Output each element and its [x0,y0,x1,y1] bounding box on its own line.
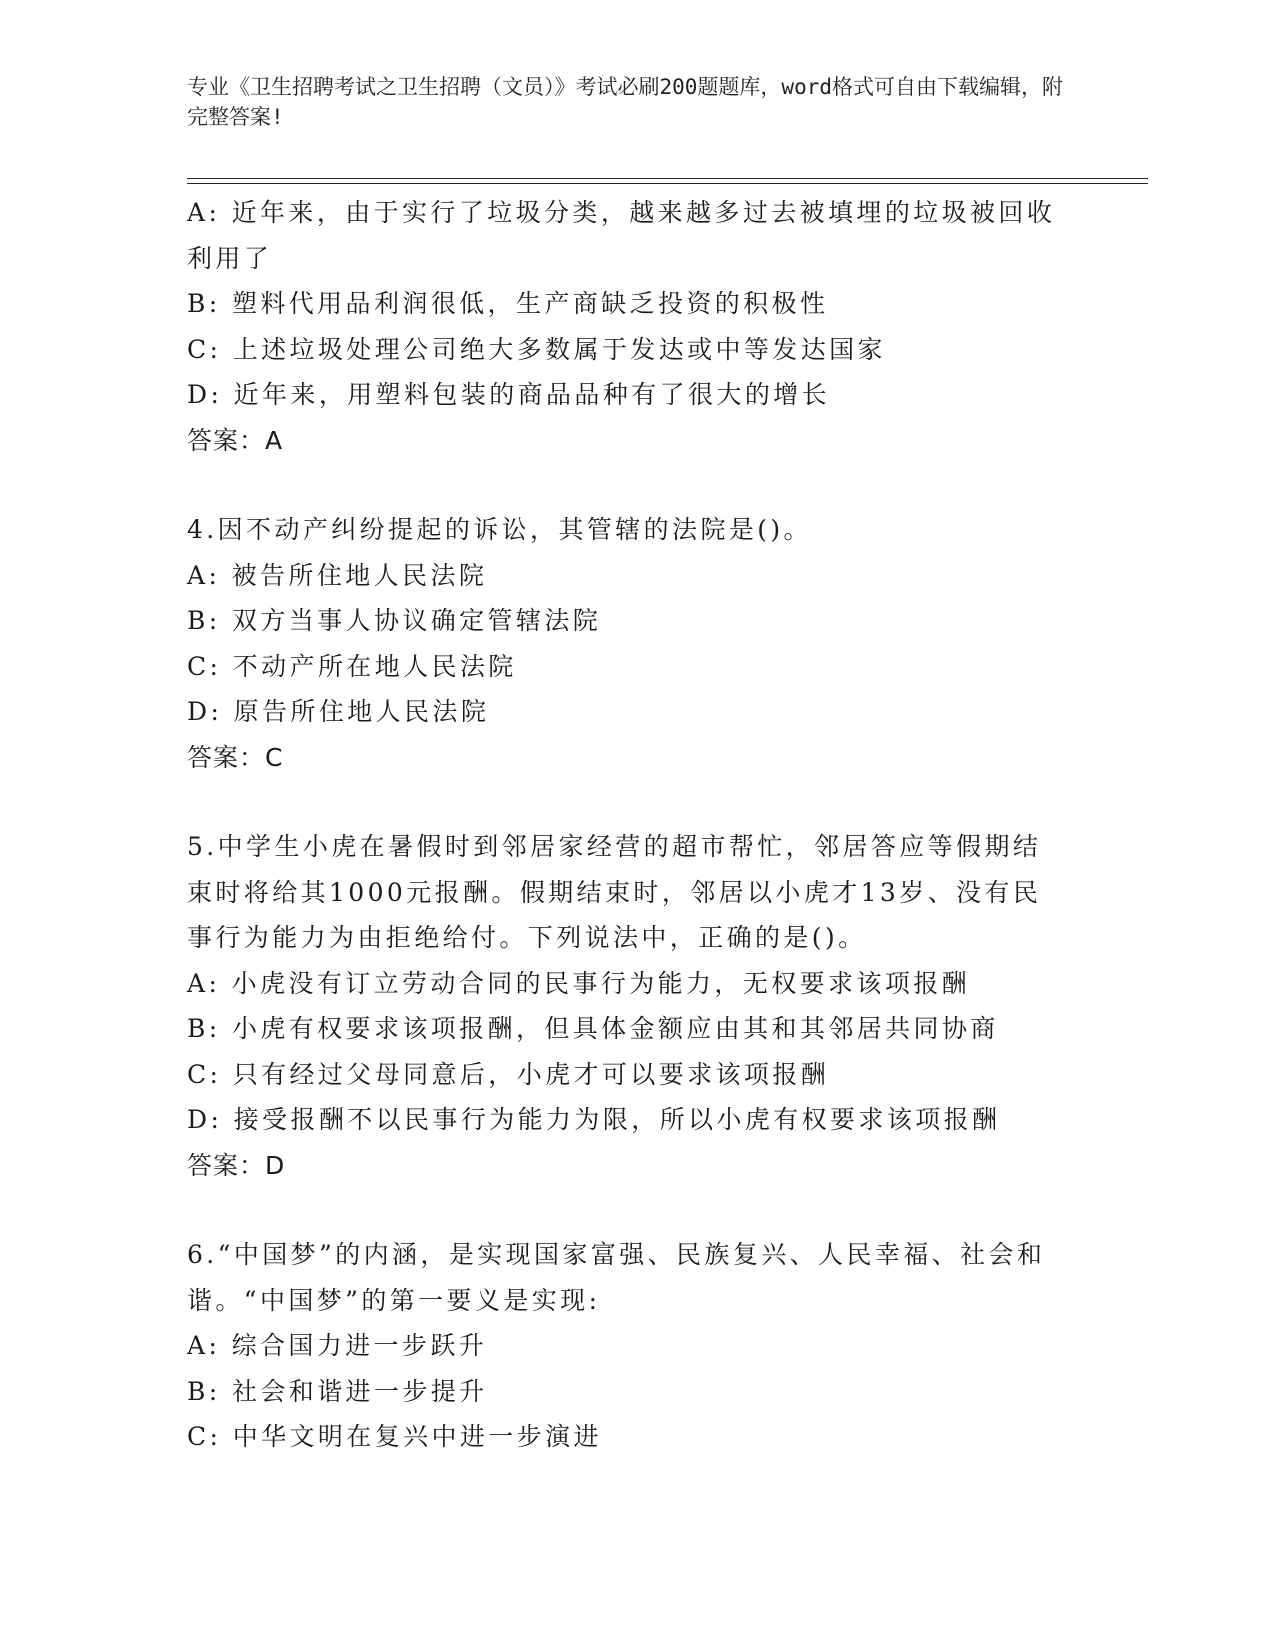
answer-label: 答案：A [187,425,284,455]
question-6 [187,1232,1067,1460]
option-b: B: 塑料代用品利润很低，生产商缺乏投资的积极性 [187,289,829,318]
option-a: A: 被告所住地人民法院 [187,560,488,590]
option-c: C: 中华文明在复兴中进一步演进 [187,1422,602,1451]
header-rule-bottom [187,183,1148,184]
option-a: A: 综合国力进一步跃升 [187,1331,488,1360]
option-d: D: 接受报酬不以民事行为能力为限，所以小虎有权要求该项报酬 [187,1105,1001,1134]
option-a: A: 近年来，由于实行了垃圾分类，越来越多过去被填埋的垃圾被回收利用了 [187,198,1056,273]
option-d: D: 近年来，用塑料包装的商品品种有了很大的增长 [187,380,831,409]
option-b: B: 小虎有权要求该项报酬，但具体金额应由其和其邻居共同协商 [187,1014,999,1043]
question-4 [187,507,1067,780]
document-header: 专业《卫生招聘考试之卫生招聘（文员）》考试必刷200题题库，word格式可自由下载编辑，附完整答案! [187,75,1063,129]
question-list [187,190,1067,1460]
answer-label: 答案：D [187,1150,286,1180]
question-stem: 4.因不动产纠纷提起的诉讼，其管辖的法院是()。 [187,515,812,544]
question-stem: 6.“中国梦”的内涵，是实现国家富强、民族复兴、人民幸福、社会和谐。“中国梦”的第一要义是实现: [187,1240,1046,1315]
question-3 [187,190,1067,463]
question-5 [187,824,1067,1188]
answer-label: 答案：C [187,742,284,772]
option-c: C: 上述垃圾处理公司绝大多数属于发达或中等发达国家 [187,334,886,364]
option-b: B: 社会和谐进一步提升 [187,1376,488,1406]
header-rule-top [187,178,1148,179]
option-a: A: 小虎没有订立劳动合同的民事行为能力，无权要求该项报酬 [187,968,971,998]
question-stem: 5.中学生小虎在暑假时到邻居家经营的超市帮忙，邻居答应等假期结束时将给其1000元报酬。假期结束时，邻居以小虎才13岁、没有民事行为能力为由拒绝给付。下列说法中，正确的是()。 [187,832,1042,952]
option-d: D: 原告所住地人民法院 [187,697,490,726]
option-c: C: 只有经过父母同意后，小虎才可以要求该项报酬 [187,1059,830,1089]
option-b: B: 双方当事人协议确定管辖法院 [187,606,602,635]
option-c: C: 不动产所在地人民法院 [187,651,517,681]
